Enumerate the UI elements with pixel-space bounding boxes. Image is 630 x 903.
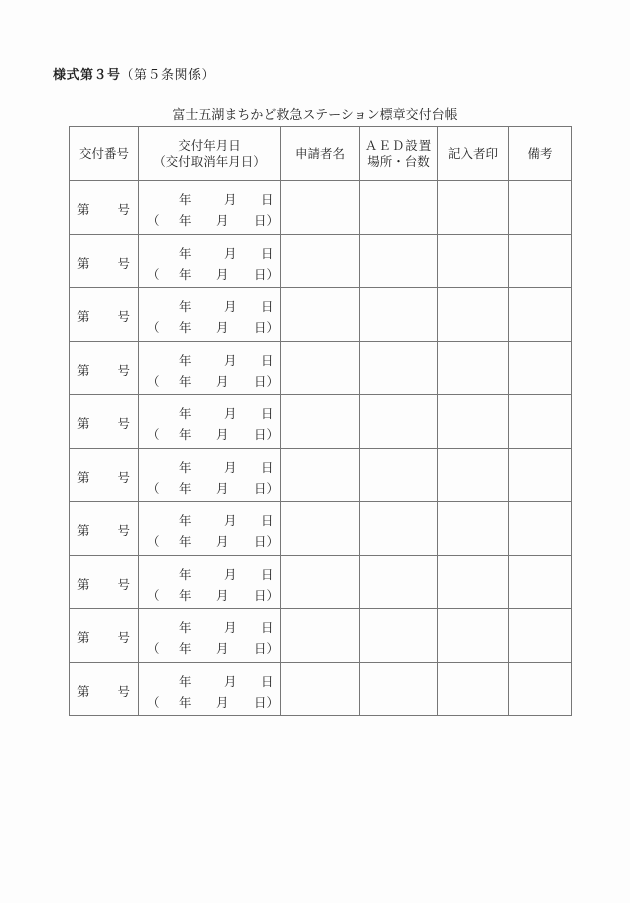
issue-date-cell[interactable] xyxy=(139,448,281,502)
number-prefix: 第 xyxy=(77,683,90,699)
issue-date-cell[interactable] xyxy=(139,395,281,449)
recorder-seal-cell[interactable] xyxy=(438,341,509,395)
number-prefix: 第 xyxy=(77,469,90,485)
cancel-month-label: 月 xyxy=(216,587,229,603)
issue-number-cell[interactable] xyxy=(70,234,139,288)
recorder-seal-cell[interactable] xyxy=(438,234,509,288)
number-suffix: 号 xyxy=(117,683,130,699)
table-row xyxy=(70,288,572,342)
cancel-day-label: 日） xyxy=(254,373,280,389)
aed-location-cell[interactable] xyxy=(360,555,438,609)
header-text: 交付年月日 xyxy=(178,137,241,153)
year-label: 年 xyxy=(179,673,192,689)
remarks-cell[interactable] xyxy=(509,502,572,556)
cancel-month-label: 月 xyxy=(216,427,229,442)
month-label: 月 xyxy=(224,459,237,475)
form-number-reference: （第５条関係） xyxy=(120,68,216,83)
recorder-seal-cell[interactable] xyxy=(438,609,509,663)
open-paren: （ xyxy=(147,480,160,496)
issue-number-cell[interactable] xyxy=(70,448,139,502)
aed-location-cell[interactable] xyxy=(360,341,438,395)
day-label: 日 xyxy=(261,566,274,582)
number-prefix: 第 xyxy=(77,309,90,324)
open-paren: （ xyxy=(147,266,160,282)
number-suffix: 号 xyxy=(117,416,130,431)
remarks-cell[interactable] xyxy=(509,341,572,395)
year-label: 年 xyxy=(179,406,192,421)
number-suffix: 号 xyxy=(117,576,130,592)
applicant-cell[interactable] xyxy=(281,341,360,395)
document-title: 富士五湖まちかど救急ステーション標章交付台帳 xyxy=(172,108,458,123)
aed-location-cell[interactable] xyxy=(360,502,438,556)
form-number xyxy=(53,64,215,83)
header-text: 交付番号 xyxy=(78,145,129,161)
header-remarks xyxy=(509,127,572,181)
number-suffix: 号 xyxy=(117,362,130,378)
remarks-cell[interactable] xyxy=(509,234,572,288)
issue-number-cell[interactable] xyxy=(70,555,139,609)
header-subtext: （交付取消年月日） xyxy=(153,153,266,169)
remarks-cell[interactable] xyxy=(509,555,572,609)
aed-location-cell[interactable] xyxy=(360,288,438,342)
issue-number-cell[interactable] xyxy=(70,181,139,235)
month-label: 月 xyxy=(224,299,237,314)
cancel-month-label: 月 xyxy=(216,373,229,389)
month-label: 月 xyxy=(224,513,237,528)
remarks-cell[interactable] xyxy=(509,181,572,235)
remarks-cell[interactable] xyxy=(509,662,572,716)
header-issue-date xyxy=(139,127,281,181)
number-suffix: 号 xyxy=(117,255,130,271)
cancel-month-label: 月 xyxy=(216,213,229,228)
year-label: 年 xyxy=(179,566,192,582)
cancel-month-label: 月 xyxy=(216,641,229,656)
cancel-day-label: 日） xyxy=(254,320,280,335)
applicant-cell[interactable] xyxy=(281,555,360,609)
cancel-year-label: 年 xyxy=(179,534,192,549)
cancel-year-label: 年 xyxy=(179,266,192,282)
month-label: 月 xyxy=(224,406,237,421)
header-recorder-seal xyxy=(438,127,509,181)
number-prefix: 第 xyxy=(77,576,90,592)
cancel-month-label: 月 xyxy=(216,480,229,496)
open-paren: （ xyxy=(147,641,160,656)
issue-number-cell[interactable] xyxy=(70,609,139,663)
day-label: 日 xyxy=(261,459,274,475)
aed-location-cell[interactable] xyxy=(360,234,438,288)
number-prefix: 第 xyxy=(77,202,90,217)
table-row xyxy=(70,502,572,556)
applicant-cell[interactable] xyxy=(281,502,360,556)
cancel-month-label: 月 xyxy=(216,534,229,549)
table-row xyxy=(70,181,572,235)
cancel-month-label: 月 xyxy=(216,266,229,282)
year-label: 年 xyxy=(179,513,192,528)
applicant-cell[interactable] xyxy=(281,288,360,342)
remarks-cell[interactable] xyxy=(509,395,572,449)
issue-date-cell[interactable] xyxy=(139,502,281,556)
year-label: 年 xyxy=(179,245,192,261)
remarks-cell[interactable] xyxy=(509,609,572,663)
year-label: 年 xyxy=(179,299,192,314)
recorder-seal-cell[interactable] xyxy=(438,288,509,342)
recorder-seal-cell[interactable] xyxy=(438,181,509,235)
open-paren: （ xyxy=(147,320,160,335)
table-row xyxy=(70,395,572,449)
header-issue-number xyxy=(70,127,139,181)
applicant-cell[interactable] xyxy=(281,662,360,716)
month-label: 月 xyxy=(224,566,237,582)
form-number-label: 様式第３号 xyxy=(53,68,121,83)
number-prefix: 第 xyxy=(77,362,90,378)
year-label: 年 xyxy=(179,352,192,368)
cancel-year-label: 年 xyxy=(179,641,192,656)
number-suffix: 号 xyxy=(117,630,130,645)
issue-date-cell[interactable] xyxy=(139,662,281,716)
cancel-month-label: 月 xyxy=(216,694,229,710)
cancel-day-label: 日） xyxy=(254,534,280,549)
issue-date-cell[interactable] xyxy=(139,288,281,342)
issue-date-cell[interactable] xyxy=(139,555,281,609)
open-paren: （ xyxy=(147,534,160,549)
month-label: 月 xyxy=(224,620,237,635)
aed-location-cell[interactable] xyxy=(360,395,438,449)
open-paren: （ xyxy=(147,213,160,228)
recorder-seal-cell[interactable] xyxy=(438,395,509,449)
aed-location-cell[interactable] xyxy=(360,448,438,502)
cancel-month-label: 月 xyxy=(216,320,229,335)
number-prefix: 第 xyxy=(77,630,90,645)
month-label: 月 xyxy=(224,245,237,261)
cancel-year-label: 年 xyxy=(179,373,192,389)
number-suffix: 号 xyxy=(117,523,130,538)
cancel-day-label: 日） xyxy=(254,266,280,282)
cancel-year-label: 年 xyxy=(179,320,192,335)
table-row xyxy=(70,448,572,502)
day-label: 日 xyxy=(261,673,274,689)
aed-location-cell[interactable] xyxy=(360,609,438,663)
issue-number-cell[interactable] xyxy=(70,662,139,716)
issue-date-cell[interactable] xyxy=(139,181,281,235)
cancel-day-label: 日） xyxy=(254,587,280,603)
applicant-cell[interactable] xyxy=(281,395,360,449)
table-row xyxy=(70,662,572,716)
remarks-cell[interactable] xyxy=(509,288,572,342)
cancel-day-label: 日） xyxy=(254,694,280,710)
number-suffix: 号 xyxy=(117,309,130,324)
issue-date-cell[interactable] xyxy=(139,609,281,663)
issue-date-cell[interactable] xyxy=(139,234,281,288)
issue-number-cell[interactable] xyxy=(70,341,139,395)
open-paren: （ xyxy=(147,427,160,442)
number-suffix: 号 xyxy=(117,469,130,485)
header-applicant xyxy=(281,127,360,181)
header-subtext: 場所・台数 xyxy=(367,153,430,169)
header-text: 記入者印 xyxy=(447,145,498,161)
header-text: 申請者名 xyxy=(294,145,345,161)
number-prefix: 第 xyxy=(77,416,90,431)
day-label: 日 xyxy=(261,406,274,421)
day-label: 日 xyxy=(261,299,274,314)
applicant-cell[interactable] xyxy=(281,448,360,502)
day-label: 日 xyxy=(261,245,274,261)
cancel-year-label: 年 xyxy=(179,694,192,710)
month-label: 月 xyxy=(224,352,237,368)
cancel-day-label: 日） xyxy=(254,641,280,656)
cancel-day-label: 日） xyxy=(254,427,280,442)
recorder-seal-cell[interactable] xyxy=(438,662,509,716)
recorder-seal-cell[interactable] xyxy=(438,555,509,609)
open-paren: （ xyxy=(147,587,160,603)
table-row xyxy=(70,609,572,663)
number-prefix: 第 xyxy=(77,523,90,538)
day-label: 日 xyxy=(261,513,274,528)
remarks-cell[interactable] xyxy=(509,448,572,502)
cancel-year-label: 年 xyxy=(179,480,192,496)
table-row xyxy=(70,555,572,609)
cancel-day-label: 日） xyxy=(254,480,280,496)
issue-date-cell[interactable] xyxy=(139,341,281,395)
header-row xyxy=(70,127,572,181)
header-aed-location xyxy=(360,127,438,181)
number-suffix: 号 xyxy=(117,202,130,217)
issue-number-cell[interactable] xyxy=(70,502,139,556)
open-paren: （ xyxy=(147,694,160,710)
cancel-year-label: 年 xyxy=(179,213,192,228)
cancel-year-label: 年 xyxy=(179,587,192,603)
open-paren: （ xyxy=(147,373,160,389)
day-label: 日 xyxy=(261,192,274,207)
day-label: 日 xyxy=(261,620,274,635)
year-label: 年 xyxy=(179,620,192,635)
number-prefix: 第 xyxy=(77,255,90,271)
applicant-cell[interactable] xyxy=(281,181,360,235)
recorder-seal-cell[interactable] xyxy=(438,502,509,556)
header-text: ＡＥＤ設置 xyxy=(364,137,433,153)
applicant-cell[interactable] xyxy=(281,234,360,288)
aed-location-cell[interactable] xyxy=(360,181,438,235)
issue-number-cell[interactable] xyxy=(70,395,139,449)
month-label: 月 xyxy=(224,673,237,689)
ledger-table xyxy=(69,126,572,716)
cancel-year-label: 年 xyxy=(179,427,192,442)
header-text: 備考 xyxy=(527,145,553,161)
year-label: 年 xyxy=(179,192,192,207)
issue-number-cell[interactable] xyxy=(70,288,139,342)
cancel-day-label: 日） xyxy=(254,213,280,228)
aed-location-cell[interactable] xyxy=(360,662,438,716)
year-label: 年 xyxy=(179,459,192,475)
month-label: 月 xyxy=(224,192,237,207)
applicant-cell[interactable] xyxy=(281,609,360,663)
table-row xyxy=(70,234,572,288)
day-label: 日 xyxy=(261,352,274,368)
recorder-seal-cell[interactable] xyxy=(438,448,509,502)
table-row xyxy=(70,341,572,395)
